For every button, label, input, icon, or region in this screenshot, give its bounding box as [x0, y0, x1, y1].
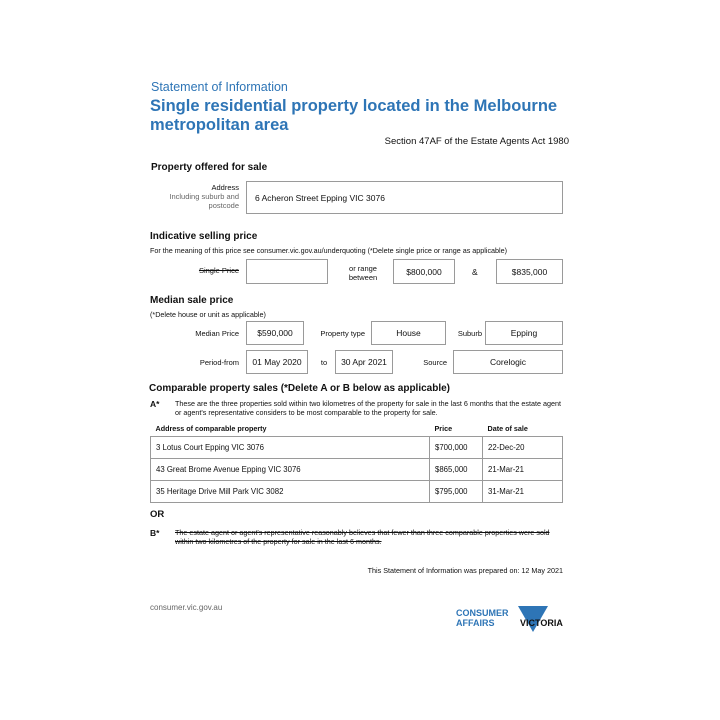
suburb-value: Epping [510, 328, 538, 338]
comparable-price: $700,000 [430, 437, 483, 459]
median-heading: Median sale price [150, 295, 234, 306]
range-label-line-2: between [348, 273, 378, 282]
period-to-value: 30 Apr 2021 [341, 357, 387, 367]
comparable-date: 21-Mar-21 [483, 459, 563, 481]
address-field [246, 181, 563, 214]
address-label: Address [211, 183, 239, 192]
property-type-value: House [396, 328, 421, 338]
logo-line-consumer: CONSUMER [456, 608, 509, 618]
or-divider: OR [150, 509, 165, 520]
act-reference: Section 47AF of the Estate Agents Act 1980 [384, 136, 569, 147]
footer-url: consumer.vic.gov.au [150, 603, 223, 612]
comparable-address: 35 Heritage Drive Mill Park VIC 3082 [151, 481, 430, 503]
period-from-value: 01 May 2020 [252, 357, 302, 367]
option-b-text: The estate agent or agent's representative reasonably believes that fewer than three comparable properties were sold within two kilometres of the property for sale in the last 6 months. [175, 528, 550, 546]
range-low-field [393, 259, 455, 284]
comparable-price: $795,000 [430, 481, 483, 503]
range-label [336, 264, 390, 282]
table-row [151, 481, 563, 503]
property-type-label: Property type [320, 329, 365, 338]
median-price-field [246, 321, 304, 345]
range-high-value: $835,000 [511, 266, 548, 277]
option-a-text: These are the three properties sold within two kilometres of the property for sale in the last 6 months that the estate agent or agent's representative considers to be most comparable to the property for sale. [175, 399, 561, 417]
consumer-affairs-victoria-logo [456, 606, 568, 636]
range-and: & [472, 267, 478, 277]
median-price-label: Median Price [195, 329, 239, 338]
logo-line-affairs: AFFAIRS [456, 618, 495, 628]
range-high-field [496, 259, 563, 284]
table-row [151, 437, 563, 459]
range-low-value: $800,000 [406, 266, 442, 277]
logo-victoria: VICTORIA [520, 618, 563, 628]
prepared-date: This Statement of Information was prepared on: 12 May 2021 [367, 566, 563, 575]
source-field [453, 350, 563, 374]
source-label: Source [423, 358, 447, 367]
comparable-price: $865,000 [430, 459, 483, 481]
comparable-heading: Comparable property sales (*Delete A or B below as applicable) [149, 383, 451, 394]
period-from-label: Period-from [199, 358, 239, 367]
comparable-table-header [151, 420, 563, 437]
range-label-line-1: or range [349, 264, 377, 273]
period-to-label: to [320, 358, 328, 367]
comparable-date: 22-Dec-20 [483, 437, 563, 459]
table-row [151, 459, 563, 481]
column-address: Address of comparable property [155, 423, 267, 433]
source-value: Corelogic [490, 357, 526, 367]
column-date: Date of sale [487, 423, 528, 433]
indicative-heading: Indicative selling price [150, 231, 258, 242]
period-from-field [246, 350, 308, 374]
single-price-field [246, 259, 328, 284]
address-value: 6 Acheron Street Epping VIC 3076 [255, 192, 385, 203]
median-price-value: $590,000 [257, 328, 293, 338]
period-to-field [335, 350, 393, 374]
document-title: Single residential property located in the Melbourne metropolitan area [150, 97, 558, 134]
single-price-label: Single Price [198, 266, 239, 275]
suburb-label: Suburb [457, 329, 482, 338]
suburb-field [485, 321, 563, 345]
option-b-marker: B* [150, 528, 160, 538]
property-heading: Property offered for sale [151, 162, 268, 173]
column-price: Price [434, 423, 453, 433]
property-type-field [371, 321, 446, 345]
comparable-table [150, 420, 563, 503]
comparable-address: 3 Lotus Court Epping VIC 3076 [151, 437, 430, 459]
address-sublabel: Including suburb and postcode [169, 192, 239, 210]
comparable-date: 31-Mar-21 [483, 481, 563, 503]
indicative-note: For the meaning of this price see consumer.vic.gov.au/underquoting (*Delete single price or range as applicable) [150, 246, 508, 255]
comparable-address: 43 Great Brome Avenue Epping VIC 3076 [151, 459, 430, 481]
option-a-marker: A* [150, 399, 160, 409]
document-kicker: Statement of Information [151, 80, 288, 94]
median-note: (*Delete house or unit as applicable) [150, 310, 266, 319]
logo-consumer-affairs [456, 608, 509, 628]
